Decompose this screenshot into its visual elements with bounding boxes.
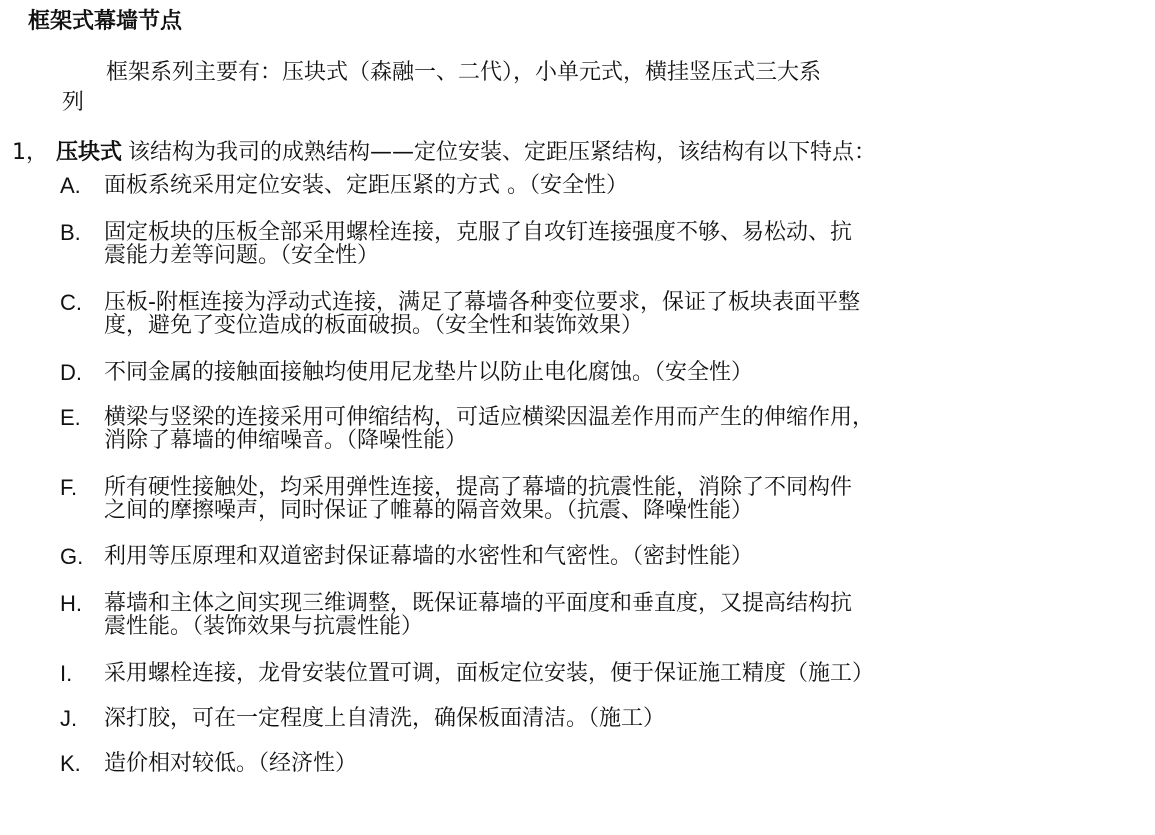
section-heading-line [12,137,1152,169]
intro-line-2: 列 [62,90,85,115]
intro-paragraph [62,58,1072,118]
list-item-text: 采用螺栓连接，龙骨安装位置可调，面板定位安装，便于保证施工精度（施工） [104,661,875,686]
list-item [60,406,1140,476]
page-title: 框架式幕墙节点 [28,9,183,34]
list-item [60,221,1140,291]
list-item [60,752,1140,792]
list-item-text: 横梁与竖梁的连接采用可伸缩结构，可适应横梁因温差作用而产生的伸缩作用， [104,405,875,430]
list-item-letter: K. [60,751,81,776]
list-item-text: 压板-附框连接为浮动式连接，满足了幕墙各种变位要求，保证了板块表面平整 [104,290,860,315]
section-heading: 压块式 [56,140,123,165]
section-number: 1， [12,140,48,165]
list-item-letter: B. [60,220,81,245]
list-item-letter: I. [60,661,73,686]
list-item-letter: E. [60,405,81,430]
list-item-text: 固定板块的压板全部采用螺栓连接，克服了自攻钉连接强度不够、易松动、抗 [104,220,853,245]
list-item-text: 震能力差等问题。（安全性） [104,243,380,268]
list-item-text: 利用等压原理和双道密封保证幕墙的水密性和气密性。（密封性能） [104,544,754,569]
list-item-text: 幕墙和主体之间实现三维调整，既保证幕墙的平面度和垂直度，又提高结构抗 [104,591,853,616]
list-item-text: 所有硬性接触处，均采用弹性连接，提高了幕墙的抗震性能，消除了不同构件 [104,475,853,500]
list-item-text: 造价相对较低。（经济性） [104,751,358,776]
list-item-letter: D. [60,360,82,385]
list-item-text: 不同金属的接触面接触均使用尼龙垫片以防止电化腐蚀。（安全性） [104,360,754,385]
section-text: 该结构为我司的成熟结构——定位安装、定距压紧结构，该结构有以下特点： [128,140,877,165]
list-item [60,707,1140,752]
list-item-letter: C. [60,290,82,315]
list-item-letter: H. [60,591,82,616]
list-item-letter: G. [60,544,84,569]
list-item-text: 之间的摩擦噪声，同时保证了帷幕的隔音效果。（抗震、降噪性能） [104,498,754,523]
list-item-letter: A. [60,173,81,198]
list-item [60,291,1140,361]
list-item [60,174,1140,221]
list-item [60,545,1140,592]
list-item-text: 震性能。（装饰效果与抗震性能） [104,614,424,639]
list-item [60,592,1140,662]
list-item [60,662,1140,707]
list-item [60,476,1140,545]
list-item-text: 面板系统采用定位安装、定距压紧的方式 。（安全性） [104,173,628,198]
list-item-text: 度，避免了变位造成的板面破损。（安全性和装饰效果） [104,313,644,338]
intro-line-1: 框架系列主要有：压块式（森融一、二代），小单元式，横挂竖压式三大系 [106,60,822,85]
list-item-text: 深打胶，可在一定程度上自清洗，确保板面清洁。（施工） [104,706,666,731]
list-item-text: 消除了幕墙的伸缩噪音。（降噪性能） [104,428,468,453]
feature-list [60,174,1140,792]
list-item [60,361,1140,406]
list-item-letter: F. [60,475,78,500]
list-item-letter: J. [60,706,78,731]
